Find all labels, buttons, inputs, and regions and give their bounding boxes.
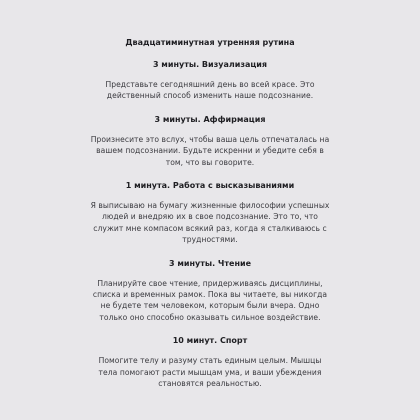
section-heading: 10 минут. Спорт <box>172 336 248 346</box>
section-heading: 3 минуты. Чтение <box>168 258 252 268</box>
section-affirmation <box>88 114 332 168</box>
section-heading: 3 минуты. Аффирмация <box>154 114 266 124</box>
section-body: Произнесите это вслух, чтобы ваша цель отпечаталась на вашем подсознании. Будьте искренни и убедите себя в том, что вы говорите. <box>90 134 330 167</box>
section-body: Помогите телу и разуму стать единым целым. Мышцы тела помогают расти мышцам ума, и ваши убеждения становятся реальностью. <box>98 356 322 389</box>
section-statements <box>88 180 332 246</box>
section-body: Представьте сегодняшний день во всей красе. Это действенный способ изменить наше подсознание. <box>105 80 315 101</box>
page-content <box>88 37 332 402</box>
section-reading <box>88 258 332 324</box>
section-heading: 3 минуты. Визуализация <box>152 60 268 69</box>
document-title: Двадцатиминутная утренняя рутина <box>125 38 295 47</box>
section-body: Я выписываю на бумагу жизненные философии успешных людей и внедряю их в свое подсознание. Это то, что служит мне компасом всякий раз, когда я сталкиваюсь с трудностями. <box>90 201 330 245</box>
section-body: Планируйте свое чтение, придерживаясь дисциплины, списка и временных рамок. Пока вы читаете, вы никогда не будете тем человеком, которым были вчера. Одно только оно способно оказывать сильное воздействие. <box>92 278 328 322</box>
section-visualization <box>88 59 332 102</box>
section-sport <box>88 335 332 389</box>
section-heading: 1 минута. Работа с высказываниями <box>125 181 295 191</box>
